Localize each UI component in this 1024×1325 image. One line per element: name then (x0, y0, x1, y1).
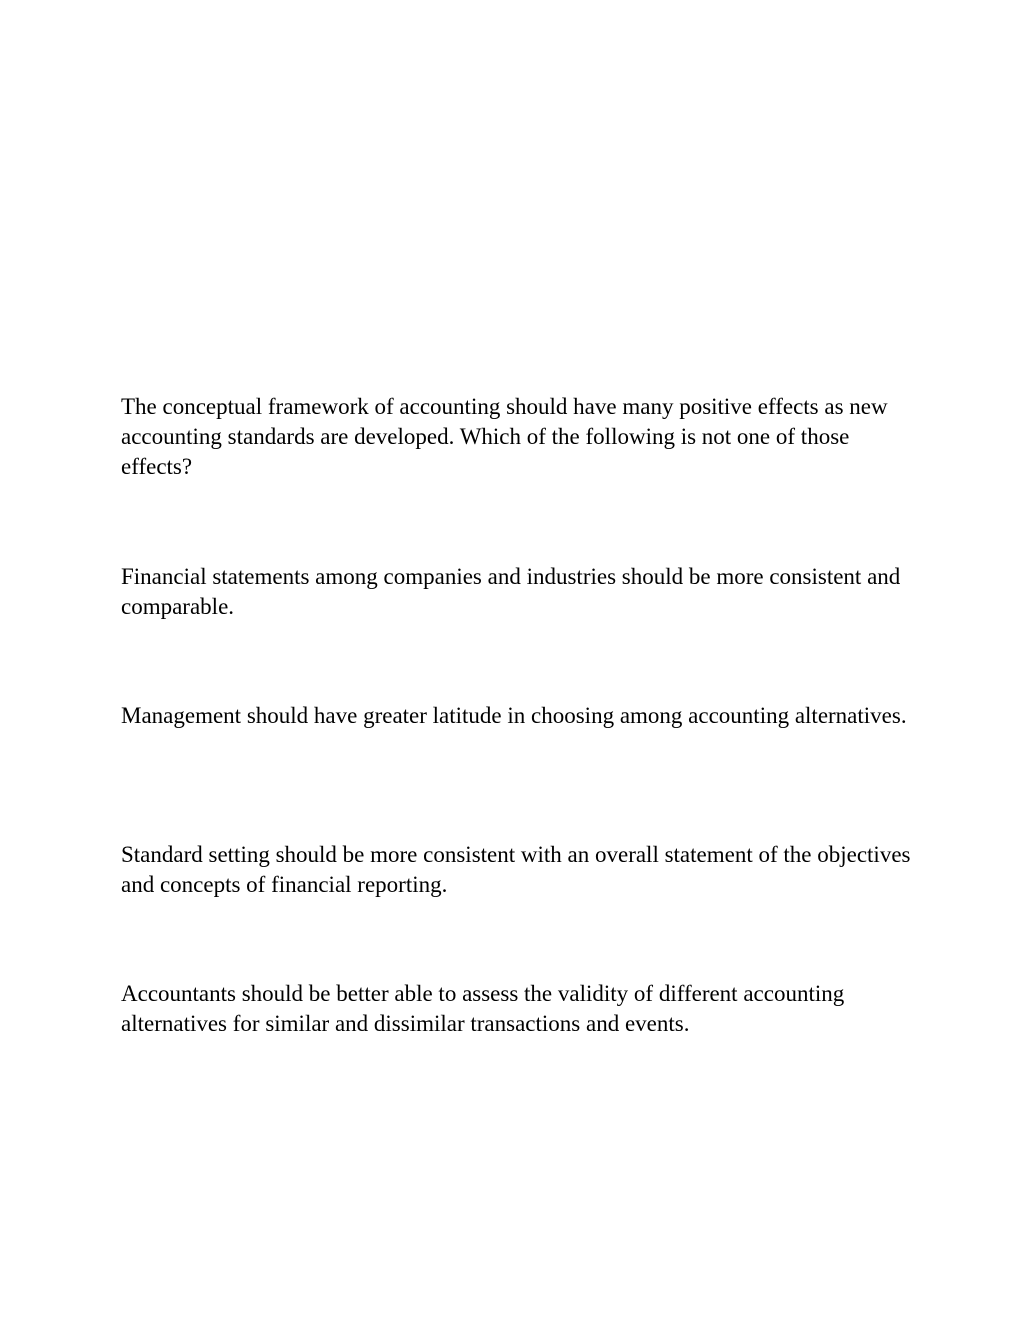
answer-option-2: Management should have greater latitude in choosing among accounting alternatives. (121, 703, 907, 728)
answer-option-1: Financial statements among companies and industries should be more consistent and comparable. (121, 564, 901, 619)
question-text: The conceptual framework of accounting should have many positive effects as new accounting standards are developed. Which of the following is not one of those effects? (121, 394, 888, 479)
answer-option-3: Standard setting should be more consistent with an overall statement of the objectives and concepts of financial reporting. (121, 842, 911, 897)
answer-option-4: Accountants should be better able to assess the validity of different accounting alternatives for similar and dissimilar transactions and events. (121, 981, 845, 1036)
